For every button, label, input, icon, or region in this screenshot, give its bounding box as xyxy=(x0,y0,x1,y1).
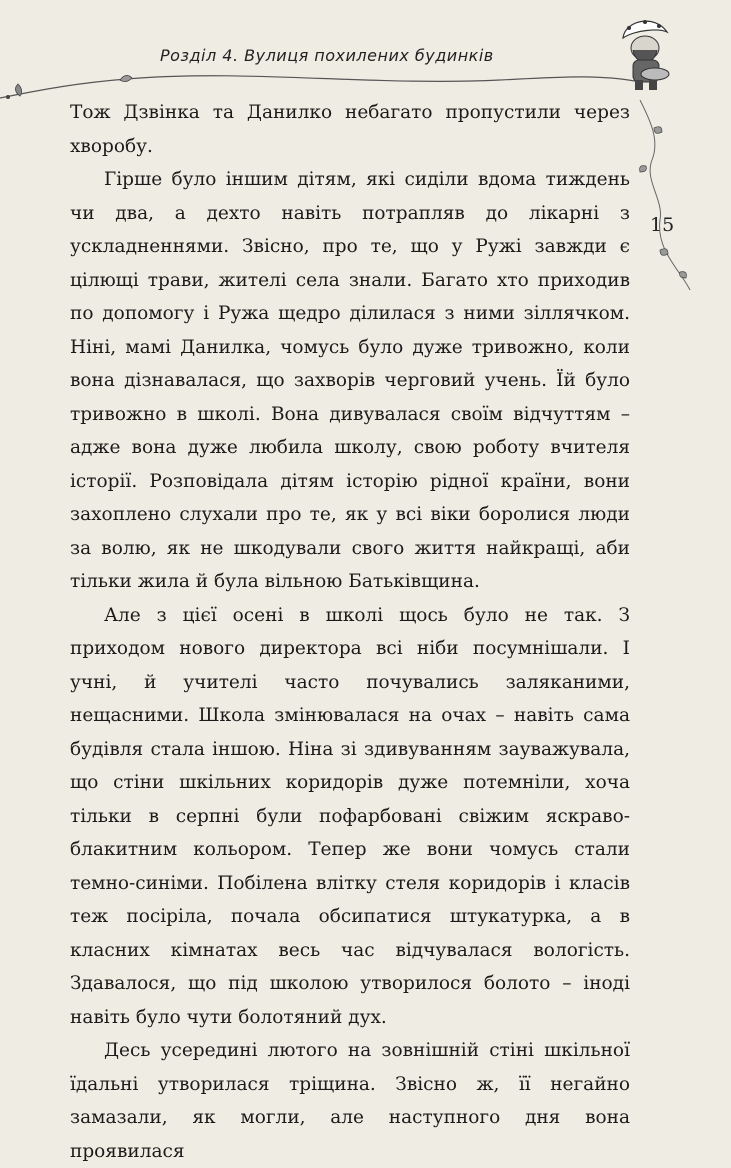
paragraph: Десь усередині лютого на зовнішній стіні шкільної їдальні утворилася тріщина. Звісно ж, її негайно замазали, як могли, але наступного дня вона проявилася xyxy=(70,1040,630,1162)
paragraph: Але з цієї осені в школі щось було не так. З приходом нового директора всі ніби посумнішали. І учні, й учителі часто почувались заляканими, нещасними. Школа змінювалася на очах – навіть сама будівля стала іншою. Ніна зі здивуванням зауважувала, що стіни шкільних коридорів дуже потемніли, хоча тільки в серпні були пофарбовані свіжим яскраво-блакитним кольором. Тепер же вони чомусь стали темно-синіми. Побілена влітку стеля коридорів і класів теж посіріла, почала обсипатися штукатурка, а в класних кімнатах весь час відчувалася вологість. Здавалося, що під школою утворилося болото – іноді навіть було чути болотяний дух. xyxy=(70,604,630,1028)
paragraph: Тож Дзвінка та Данилко небагато пропустили через хворобу. xyxy=(70,102,630,157)
page-header xyxy=(0,0,731,110)
paragraph: Гірше було іншим дітям, які сиділи вдома тиждень чи два, а дехто навіть потрапляв до лікарні з ускладненнями. Звісно, про те, що у Ружі завжди є цілющі трави, жителі села знали. Багато хто приходив по допомогу і Ружа щедро ділилася з ними зіллячком. Ніні, мамі Данилка, чомусь було дуже тривожно, коли вона дізнавалася, що захворів черговий учень. Їй було тривожно в школі. Вона дивувалася своїм відчуттям – адже вона дуже любила школу, свою роботу вчителя історії. Розповідала дітям історію рідної країни, вони захоплено слухали про те, як у всі віки боролися люди за волю, як не шкодували свого життя найкращі, аби тільки жила й була вільною Батьківщина. xyxy=(70,169,630,592)
page-number: 15 xyxy=(650,214,675,236)
body-text xyxy=(70,96,630,1168)
chapter-title: Розділ 4. Вулиця похилених будинків xyxy=(160,46,494,65)
gnome-icon xyxy=(623,20,669,90)
side-vine-decoration xyxy=(630,100,731,300)
